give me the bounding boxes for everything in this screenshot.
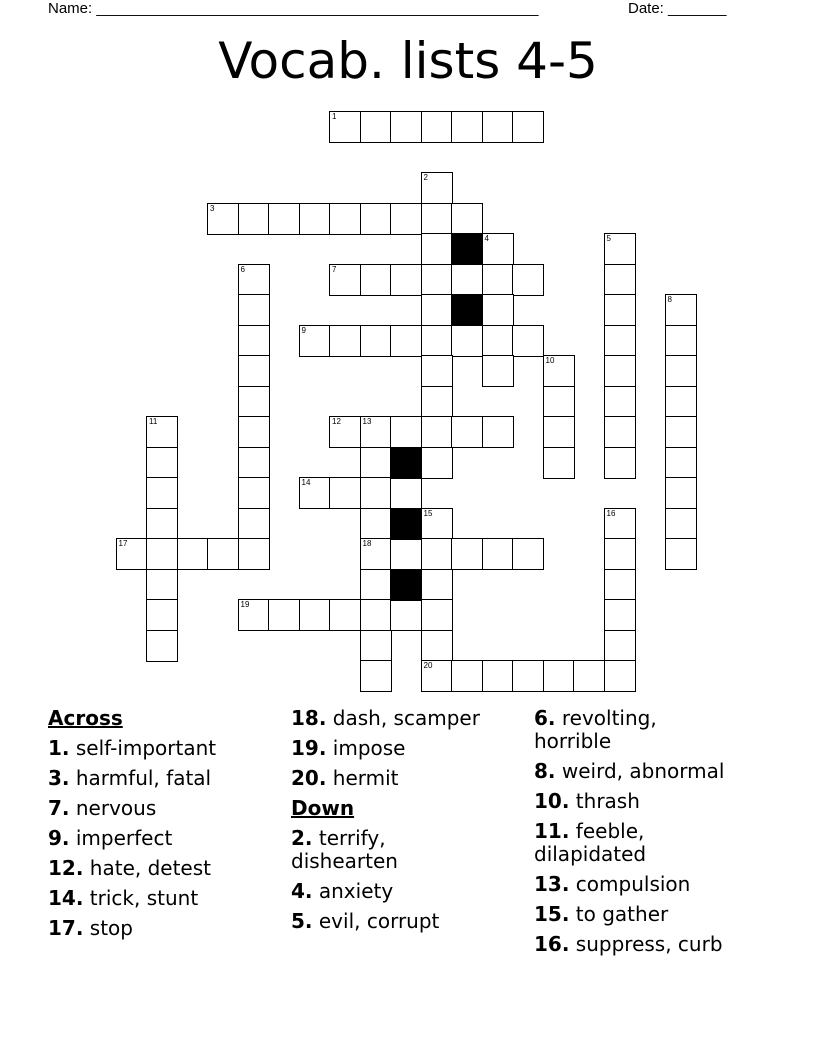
crossword-cell[interactable] xyxy=(512,660,544,692)
crossword-cell[interactable] xyxy=(238,264,270,296)
crossword-cell[interactable] xyxy=(543,416,575,448)
crossword-cell[interactable] xyxy=(451,203,483,235)
crossword-cell[interactable] xyxy=(451,660,483,692)
clue-number: 4 xyxy=(484,234,489,243)
crossword-cell[interactable] xyxy=(604,599,636,631)
crossword-cell[interactable] xyxy=(360,203,392,235)
crossword-cell[interactable] xyxy=(146,599,178,631)
crossword-cell[interactable] xyxy=(238,416,270,448)
crossword-cell[interactable] xyxy=(451,264,483,296)
clue-number: 13 xyxy=(362,417,372,426)
across-clue-list-continued xyxy=(291,703,521,793)
clue-number: 8 xyxy=(667,295,672,304)
crossword-cell[interactable] xyxy=(390,264,422,296)
crossword-cell[interactable] xyxy=(299,599,331,631)
across-clue: 19. impose xyxy=(291,735,406,760)
crossword-cell[interactable] xyxy=(360,264,392,296)
crossword-cell[interactable] xyxy=(238,203,270,235)
crossword-cell[interactable] xyxy=(665,477,697,509)
down-clue: 11. feeble, dilapidated xyxy=(534,818,647,866)
crossword-cell[interactable] xyxy=(421,447,453,479)
crossword-cell[interactable] xyxy=(421,203,453,235)
crossword-cell[interactable] xyxy=(238,355,270,387)
down-clue-list xyxy=(291,823,521,936)
clue-number-label: 9. xyxy=(48,825,70,850)
clue-number-label: 5. xyxy=(291,908,313,933)
crossword-cell[interactable] xyxy=(390,325,422,357)
crossword-cell[interactable] xyxy=(482,660,514,692)
clue-number-label: 1. xyxy=(48,735,70,760)
clues-column-2 xyxy=(291,703,521,936)
crossword-cell[interactable] xyxy=(482,325,514,357)
crossword-cell[interactable] xyxy=(238,325,270,357)
across-clue: 20. hermit xyxy=(291,765,399,790)
clue-number: 7 xyxy=(332,264,337,274)
crossword-cell[interactable] xyxy=(390,477,422,509)
crossword-cell[interactable] xyxy=(146,569,178,601)
crossword-cell[interactable] xyxy=(116,538,148,570)
clue-number: 10 xyxy=(545,356,555,365)
crossword-cell[interactable] xyxy=(238,294,270,326)
crossword-cell[interactable] xyxy=(146,447,178,479)
crossword-cell[interactable] xyxy=(390,203,422,235)
crossword-cell[interactable] xyxy=(421,630,453,662)
crossword-cell[interactable] xyxy=(604,447,636,479)
crossword-cell[interactable] xyxy=(146,416,178,448)
crossword-cell[interactable] xyxy=(482,264,514,296)
crossword-cell[interactable] xyxy=(604,416,636,448)
crossword-cell[interactable] xyxy=(329,416,361,448)
date-field-label: Date: _______ xyxy=(628,0,727,17)
across-clue: 3. harmful, fatal xyxy=(48,765,212,790)
crossword-cell[interactable] xyxy=(665,508,697,540)
down-clue-list-continued xyxy=(534,703,784,959)
clue-number-label: 14. xyxy=(48,885,84,910)
crossword-cell[interactable] xyxy=(390,111,422,143)
crossword-cell[interactable] xyxy=(421,508,453,540)
crossword-cell[interactable] xyxy=(268,599,300,631)
crossword-cell[interactable] xyxy=(665,447,697,479)
clue-number: 19 xyxy=(240,600,250,609)
crossword-black-square xyxy=(390,447,422,479)
down-clue: 8. weird, abnormal xyxy=(534,758,725,783)
crossword-cell[interactable] xyxy=(665,538,697,570)
crossword-cell[interactable] xyxy=(329,477,361,509)
crossword-cell[interactable] xyxy=(299,203,331,235)
crossword-cell[interactable] xyxy=(665,294,697,326)
crossword-cell[interactable] xyxy=(665,355,697,387)
down-clue: 6. revolting, horrible xyxy=(534,705,657,753)
clue-number: 3 xyxy=(210,203,215,213)
crossword-cell[interactable] xyxy=(451,111,483,143)
crossword-cell[interactable] xyxy=(543,386,575,418)
down-clue: 2. terrify, dishearten xyxy=(291,825,398,873)
crossword-cell[interactable] xyxy=(604,355,636,387)
crossword-cell[interactable] xyxy=(238,538,270,570)
down-clue: 13. compulsion xyxy=(534,871,691,896)
clue-number: 2 xyxy=(423,173,428,182)
clue-number: 1 xyxy=(332,112,337,121)
down-clue: 4. anxiety xyxy=(291,878,394,903)
crossword-cell[interactable] xyxy=(421,416,453,448)
clue-number: 15 xyxy=(423,508,433,518)
crossword-cell[interactable] xyxy=(482,294,514,326)
crossword-cell[interactable] xyxy=(360,508,392,540)
page-title: Vocab. lists 4-5 xyxy=(218,32,598,90)
across-clue-list xyxy=(48,733,278,943)
crossword-cell[interactable] xyxy=(604,660,636,692)
down-clue: 5. evil, corrupt xyxy=(291,908,440,933)
crossword-cell[interactable] xyxy=(268,203,300,235)
crossword-black-square xyxy=(390,569,422,601)
clue-number-label: 3. xyxy=(48,765,70,790)
clue-number-label: 18. xyxy=(291,705,327,730)
crossword-cell[interactable] xyxy=(665,325,697,357)
clue-number-label: 19. xyxy=(291,735,327,760)
clue-number-label: 16. xyxy=(534,931,570,956)
crossword-cell[interactable] xyxy=(238,508,270,540)
crossword-cell[interactable] xyxy=(482,233,514,265)
crossword-black-square xyxy=(451,233,483,265)
clue-number-label: 11. xyxy=(534,818,570,843)
crossword-cell[interactable] xyxy=(665,386,697,418)
crossword-cell[interactable] xyxy=(421,172,453,204)
crossword-cell[interactable] xyxy=(329,325,361,357)
crossword-cell[interactable] xyxy=(604,538,636,570)
crossword-cell[interactable] xyxy=(421,294,453,326)
clue-number: 14 xyxy=(301,478,311,487)
clue-number-label: 15. xyxy=(534,901,570,926)
clue-number-label: 10. xyxy=(534,788,570,813)
crossword-cell[interactable] xyxy=(360,477,392,509)
crossword-cell[interactable] xyxy=(543,355,575,387)
across-clue: 12. hate, detest xyxy=(48,855,211,880)
clue-number-label: 13. xyxy=(534,871,570,896)
crossword-cell[interactable] xyxy=(604,264,636,296)
name-field-label: Name: _____________________________________________________ xyxy=(48,0,539,17)
clue-number: 6 xyxy=(240,264,245,274)
crossword-cell[interactable] xyxy=(543,447,575,479)
clue-number: 17 xyxy=(118,539,128,548)
across-clue: 1. self-important xyxy=(48,735,217,760)
crossword-cell[interactable] xyxy=(421,325,453,357)
crossword-cell[interactable] xyxy=(390,599,422,631)
crossword-cell[interactable] xyxy=(238,386,270,418)
crossword-cell[interactable] xyxy=(604,233,636,265)
clue-number: 12 xyxy=(332,417,341,426)
crossword-cell[interactable] xyxy=(543,660,575,692)
crossword-cell[interactable] xyxy=(146,508,178,540)
clue-number-label: 8. xyxy=(534,758,556,783)
clue-number: 20 xyxy=(423,661,433,670)
crossword-cell[interactable] xyxy=(573,660,605,692)
crossword-cell[interactable] xyxy=(177,538,209,570)
down-clue: 16. suppress, curb xyxy=(534,931,723,956)
down-heading: Down xyxy=(291,796,355,820)
crossword-cell[interactable] xyxy=(146,538,178,570)
crossword-cell[interactable] xyxy=(421,111,453,143)
crossword-cell[interactable] xyxy=(604,569,636,601)
clue-number-label: 7. xyxy=(48,795,70,820)
across-clue: 7. nervous xyxy=(48,795,157,820)
across-clue: 17. stop xyxy=(48,915,133,940)
across-clue: 18. dash, scamper xyxy=(291,705,480,730)
crossword-cell[interactable] xyxy=(329,599,361,631)
crossword-cell[interactable] xyxy=(299,477,331,509)
crossword-cell[interactable] xyxy=(238,447,270,479)
across-heading: Across xyxy=(48,706,123,730)
crossword-cell[interactable] xyxy=(360,630,392,662)
crossword-cell[interactable] xyxy=(482,111,514,143)
crossword-cell[interactable] xyxy=(329,203,361,235)
across-clue: 9. imperfect xyxy=(48,825,173,850)
crossword-cell[interactable] xyxy=(604,386,636,418)
clue-number-label: 20. xyxy=(291,765,327,790)
clue-number-label: 17. xyxy=(48,915,84,940)
down-clue: 15. to gather xyxy=(534,901,669,926)
crossword-cell[interactable] xyxy=(451,325,483,357)
crossword-cell[interactable] xyxy=(360,599,392,631)
crossword-cell[interactable] xyxy=(421,569,453,601)
crossword-cell[interactable] xyxy=(360,660,392,692)
crossword-cell[interactable] xyxy=(421,599,453,631)
crossword-cell[interactable] xyxy=(482,538,514,570)
clue-number: 18 xyxy=(362,539,372,548)
crossword-cell[interactable] xyxy=(421,660,453,692)
clue-number-label: 4. xyxy=(291,878,313,903)
crossword-black-square xyxy=(451,294,483,326)
crossword-cell[interactable] xyxy=(146,630,178,662)
crossword-cell[interactable] xyxy=(512,264,544,296)
crossword-cell[interactable] xyxy=(238,477,270,509)
clue-number: 9 xyxy=(301,325,306,335)
crossword-cell[interactable] xyxy=(512,325,544,357)
crossword-cell[interactable] xyxy=(421,538,453,570)
crossword-cell[interactable] xyxy=(421,386,453,418)
clues-column-3 xyxy=(534,703,784,959)
crossword-cell[interactable] xyxy=(604,325,636,357)
crossword-cell[interactable] xyxy=(360,538,392,570)
crossword-cell[interactable] xyxy=(482,416,514,448)
crossword-cell[interactable] xyxy=(482,355,514,387)
crossword-cell[interactable] xyxy=(360,325,392,357)
crossword-cell[interactable] xyxy=(451,416,483,448)
clue-number: 16 xyxy=(606,508,616,518)
clue-number: 11 xyxy=(149,417,158,426)
clue-number-label: 6. xyxy=(534,705,556,730)
crossword-cell[interactable] xyxy=(421,233,453,265)
crossword-cell[interactable] xyxy=(360,416,392,448)
crossword-cell[interactable] xyxy=(390,538,422,570)
clue-number-label: 2. xyxy=(291,825,313,850)
down-clue: 10. thrash xyxy=(534,788,640,813)
crossword-cell[interactable] xyxy=(451,538,483,570)
crossword-cell[interactable] xyxy=(604,630,636,662)
crossword-cell[interactable] xyxy=(360,569,392,601)
crossword-cell[interactable] xyxy=(360,447,392,479)
crossword-cell[interactable] xyxy=(207,538,239,570)
crossword-cell[interactable] xyxy=(146,477,178,509)
crossword-cell[interactable] xyxy=(421,264,453,296)
crossword-cell[interactable] xyxy=(390,416,422,448)
crossword-cell[interactable] xyxy=(329,111,361,143)
crossword-cell[interactable] xyxy=(665,416,697,448)
crossword-cell[interactable] xyxy=(329,264,361,296)
crossword-black-square xyxy=(390,508,422,540)
clue-number-label: 12. xyxy=(48,855,84,880)
crossword-cell[interactable] xyxy=(604,294,636,326)
clues-column-1 xyxy=(48,703,278,943)
crossword-cell[interactable] xyxy=(512,111,544,143)
clue-number: 5 xyxy=(606,234,611,243)
crossword-cell[interactable] xyxy=(604,508,636,540)
crossword-cell[interactable] xyxy=(238,599,270,631)
across-clue: 14. trick, stunt xyxy=(48,885,199,910)
crossword-cell[interactable] xyxy=(512,538,544,570)
crossword-cell[interactable] xyxy=(360,111,392,143)
crossword-cell[interactable] xyxy=(207,203,239,235)
crossword-cell[interactable] xyxy=(421,355,453,387)
crossword-cell[interactable] xyxy=(299,325,331,357)
